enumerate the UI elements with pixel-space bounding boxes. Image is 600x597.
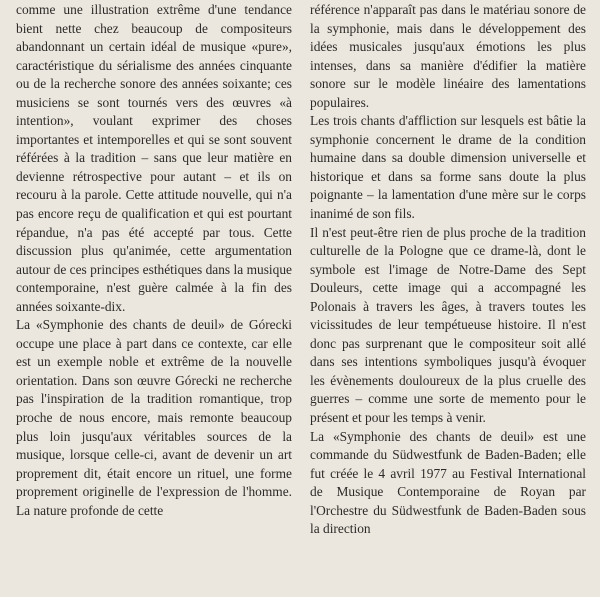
paragraph: Il n'est peut-être rien de plus proche de la tradition culturelle de la Pologne que ce drame-là, dont le symbole est l'image de Notre-Dame des Sept Douleurs, cette image qui a accompagné les Polonais à travers les âges, à travers toutes les vicissitudes de leur tempétueuse histoire. Il n'est donc pas surprenant que le compositeur soit allé dans ses intentions symboliques jusqu'à évoquer les évènements douloureux de la plus cruelle des guerres – comme une sorte de memento pour le présent et pour les temps à venir. [310, 224, 586, 426]
left-text-column [16, 0, 292, 520]
paragraph: référence n'apparaît pas dans le matériau sonore de la symphonie, mais dans le développement des idées musicales jusqu'aux émotions les plus intenses, dans sa manière d'édifier la matière sonore sur le modèle linéaire des lamentations populaires. [310, 2, 586, 110]
paragraph: comme une illustration extrême d'une tendance bient nette chez beaucoup de compositeurs abandonnant un certain idéal de musique «pure», caractéristique du sérialisme des années cinquante ou de la recherche sonore des années soixante; ces musiciens se sont tournés vers des œuvres «à intention», voulant exprimer des choses importantes et intemporelles et qui se sont souvent référées à la tradition – sans que leur matière en devienne rétrospective pour autant – et ils on recouru à la parole. Cette attitude nouvelle, qui n'a pas encore reçu de qualification et qui est pourtant répandue, n'a pas été accepté par tous. Cette discussion plus qu'animée, cette argumentation autour de ces principes esthétiques dans la musique contemporaine, n'est guère calmée à la fin des années soixante-dix. [16, 2, 292, 314]
right-text-column [310, 0, 586, 539]
paragraph: La «Symphonie des chants de deuil» de Górecki occupe une place à part dans ce contexte, car elle est un exemple noble et extrême de la nouvelle orientation. Dans son œuvre Górecki ne recherche pas l'inspiration de la tradition romantique, trop proche de nous encore, mais remonte beaucoup plus loin jusqu'aux véritables sources de la musique, lorsque celle-ci, avant de devenir un art proprement dit, était encore un rituel, une forme proprement originelle de l'expression de l'homme. La nature profonde de cette [16, 317, 292, 518]
paragraph: La «Symphonie des chants de deuil» est une commande du Südwestfunk de Baden-Baden; elle fut créée le 4 avril 1977 au Festival International de Musique Contemporaine de Royan par l'Orchestre du Südwestfunk de Baden-Baden sous la direction [310, 428, 586, 537]
paragraph: Les trois chants d'affliction sur lesquels est bâtie la symphonie concernent le drame de la condition humaine dans sa double dimension universelle et historique et dans sa forme sans doute la plus poignante – la lamentation d'une mère sur le corps inanimé de son fils. [310, 113, 586, 222]
